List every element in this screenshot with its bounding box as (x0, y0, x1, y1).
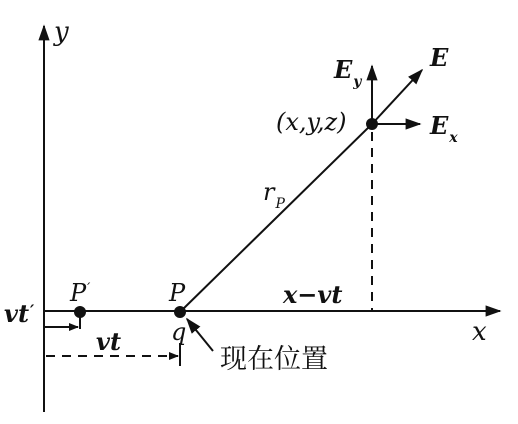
e-total-arrow (372, 70, 422, 124)
charge-q-label: q (171, 318, 187, 346)
distance-line (180, 124, 372, 312)
ey-label: $E_y$ (334, 55, 362, 90)
x-axis-label: x (472, 317, 487, 347)
y-axis-label: y (54, 17, 69, 47)
vt-prime-label: vt′ (4, 299, 35, 328)
present-position-label: 现在位置 (220, 344, 328, 375)
e-total-label: E (430, 43, 449, 72)
present-charge-label: P (169, 279, 186, 307)
field-point-label: (x,y,z) (276, 108, 347, 136)
x-minus-vt-label: x−vt (283, 280, 343, 309)
present-position-arrow (187, 319, 213, 351)
distance-label: $r_P$ (263, 178, 285, 212)
past-charge-label: P′ (70, 279, 91, 307)
past-charge-dot (74, 306, 86, 318)
ex-label: $E_x$ (430, 111, 458, 146)
vt-label: vt (96, 327, 122, 356)
